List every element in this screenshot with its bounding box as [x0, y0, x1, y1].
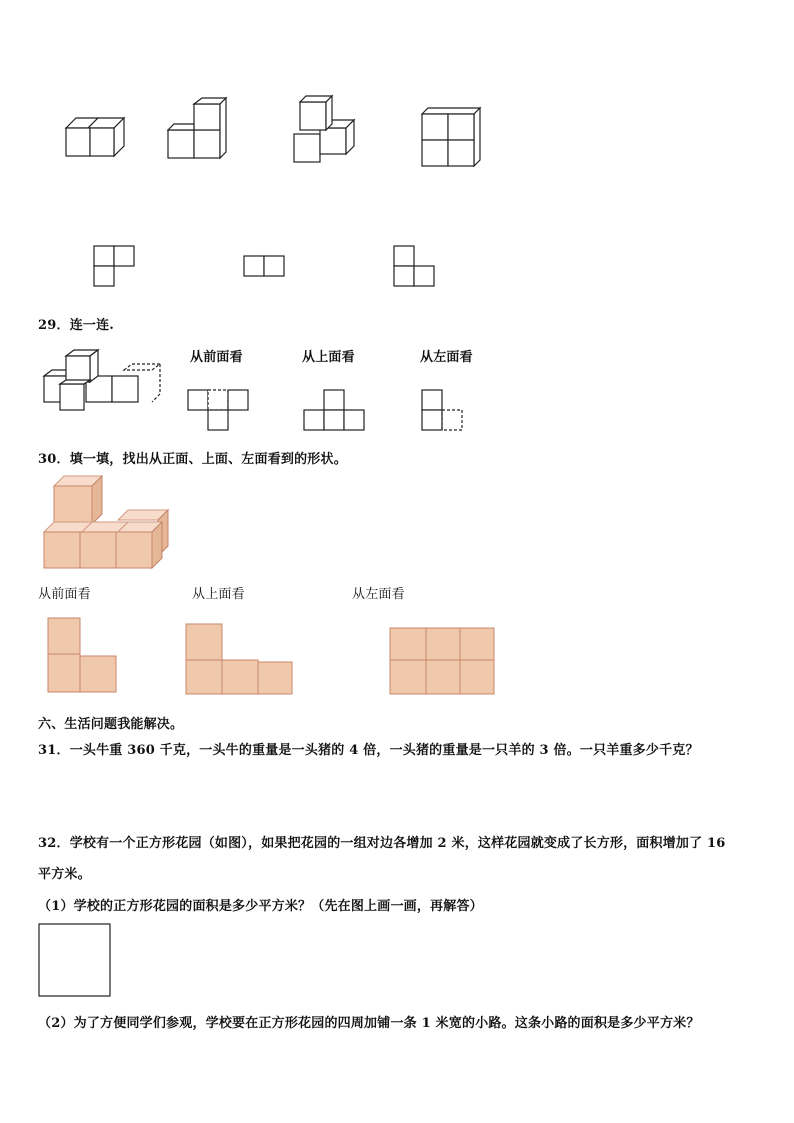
section6-title: 六、生活问题我能解决。 [38, 717, 184, 732]
q30-view-top-label: 从上面看 [192, 587, 245, 602]
q32-line2: 平方米。 [38, 867, 91, 882]
q30-view-top-shape [186, 624, 294, 696]
q30-title: 30．填一填，找出从正面、上面、左面看到的形状。 [38, 452, 347, 467]
q32-part1: （1）学校的正方形花园的面积是多少平方米？（先在图上画一画，再解答） [38, 899, 483, 914]
q29-view-front-shape [188, 390, 252, 434]
q30-view-front-label: 从前面看 [38, 587, 91, 602]
view-shape-2 [244, 256, 288, 278]
q29-solid-figure [40, 346, 140, 412]
q32-line1: 32．学校有一个正方形花园（如图），如果把花园的一组对边各增加 2 米，这样花园就变成了长方形，面积增加了 16 [38, 836, 726, 851]
q29-view-top-label: 从上面看 [302, 350, 355, 365]
q29-view-left-label: 从左面看 [420, 350, 473, 365]
q30-view-left-label: 从左面看 [352, 587, 405, 602]
q30-view-front-shape [48, 618, 120, 694]
q29-view-left-shape [422, 390, 466, 434]
q29-view-top-shape [304, 390, 368, 434]
q30-view-left-shape [390, 628, 496, 696]
solid-figure-4 [418, 104, 488, 170]
q30-solid-figure [40, 474, 176, 570]
garden-square [38, 923, 112, 999]
q29-title: 29．连一连. [38, 318, 115, 333]
view-shape-1 [94, 246, 138, 288]
solid-figure-3 [288, 92, 368, 164]
view-shape-3 [394, 246, 438, 288]
q31-text: 31．一头牛重 360 千克，一头牛的重量是一头猪的 4 倍，一头猪的重量是一只羊的 3 倍。一只羊重多少千克？ [38, 743, 699, 758]
solid-figure-1 [60, 110, 130, 160]
q29-view-front-label: 从前面看 [190, 350, 243, 365]
solid-figure-2 [160, 96, 230, 162]
q32-part2: （2）为了方便同学们参观，学校要在正方形花园的四周加铺一条 1 米宽的小路。这条小路的面积是多少平方米？ [38, 1016, 700, 1031]
